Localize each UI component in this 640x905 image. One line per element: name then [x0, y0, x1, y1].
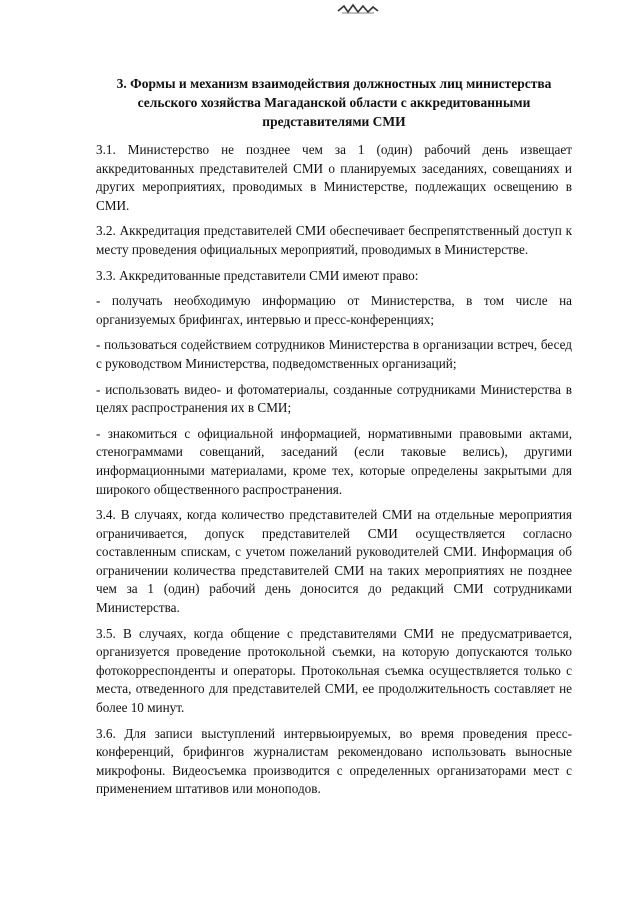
list-item-official-info: - знакомиться с официальной информацией, нормативными правовыми актами, стенограммами совещаний, заседаний (если таковые велись), другими информационными материалами, кроме тех, которые определены закрытыми для широкого общественного распространения.: [96, 425, 572, 497]
heading-line-3: представителями СМИ: [262, 114, 406, 129]
paragraph-3-3: 3.3. Аккредитованные представители СМИ имеют право:: [96, 267, 419, 283]
heading-line-1: 3. Формы и механизм взаимодействия должностных лиц министерства: [116, 76, 552, 91]
list-item-assistance: - пользоваться содействием сотрудников Министерства в организации встреч, бесед с руководством Министерства, подведомственных организаций;: [96, 337, 572, 371]
paragraph-3-2: 3.2. Аккредитация представителей СМИ обеспечивает беспрепятственный доступ к месту проведения официальных мероприятий, проводимых в Министерстве.: [96, 223, 572, 257]
paragraph-3-1: 3.1. Министерство не позднее чем за 1 (один) рабочий день извещает аккредитованных представителей СМИ о планируемых заседаниях, совещаниях и других мероприятиях, проводимых в Министерстве, подлежащих освещению в СМИ.: [96, 142, 572, 213]
paragraph-3-6: 3.6. Для записи выступлений интервьюируемых, во время проведения пресс-конференций, брифингов журналистам рекомендовано использовать выносные микрофоны. Видеосъемка производится с определенных организаторами мест с применением штативов или моноподов.: [96, 725, 572, 797]
list-item-receive-info: - получать необходимую информацию от Министерства, в том числе на организуемых брифингах, интервью и пресс-конференциях;: [96, 293, 572, 327]
page-number-scribble: [336, 2, 380, 14]
paragraph-3-4: 3.4. В случаях, когда количество представителей СМИ на отдельные мероприятия ограничивается, допуск представителей СМИ осуществляется согласно составленным спискам, с учетом пожеланий руководителей СМИ. Информация об ограничении количества представителей СМИ на таких мероприятиях не позднее чем за 1 (один) рабочий день доносится до редакций СМИ сотрудниками Министерства.: [96, 507, 572, 616]
heading-line-2: сельского хозяйства Магаданской области с аккредитованными: [137, 95, 531, 110]
section-heading: [96, 74, 572, 131]
list-item-media-materials: - использовать видео- и фотоматериалы, созданные сотрудниками Министерства в целях распространения их в СМИ;: [96, 381, 572, 416]
paragraph-3-5: 3.5. В случаях, когда общение с представителями СМИ не предусматривается, организуется проведение протокольной съемки, на которую допускаются только фотокорреспонденты и операторы. Протокольная съемка осуществляется только с места, отведенного для представителей СМИ, ее продолжительность составляет не более 10 минут.: [96, 625, 572, 716]
document-body: [96, 74, 572, 806]
